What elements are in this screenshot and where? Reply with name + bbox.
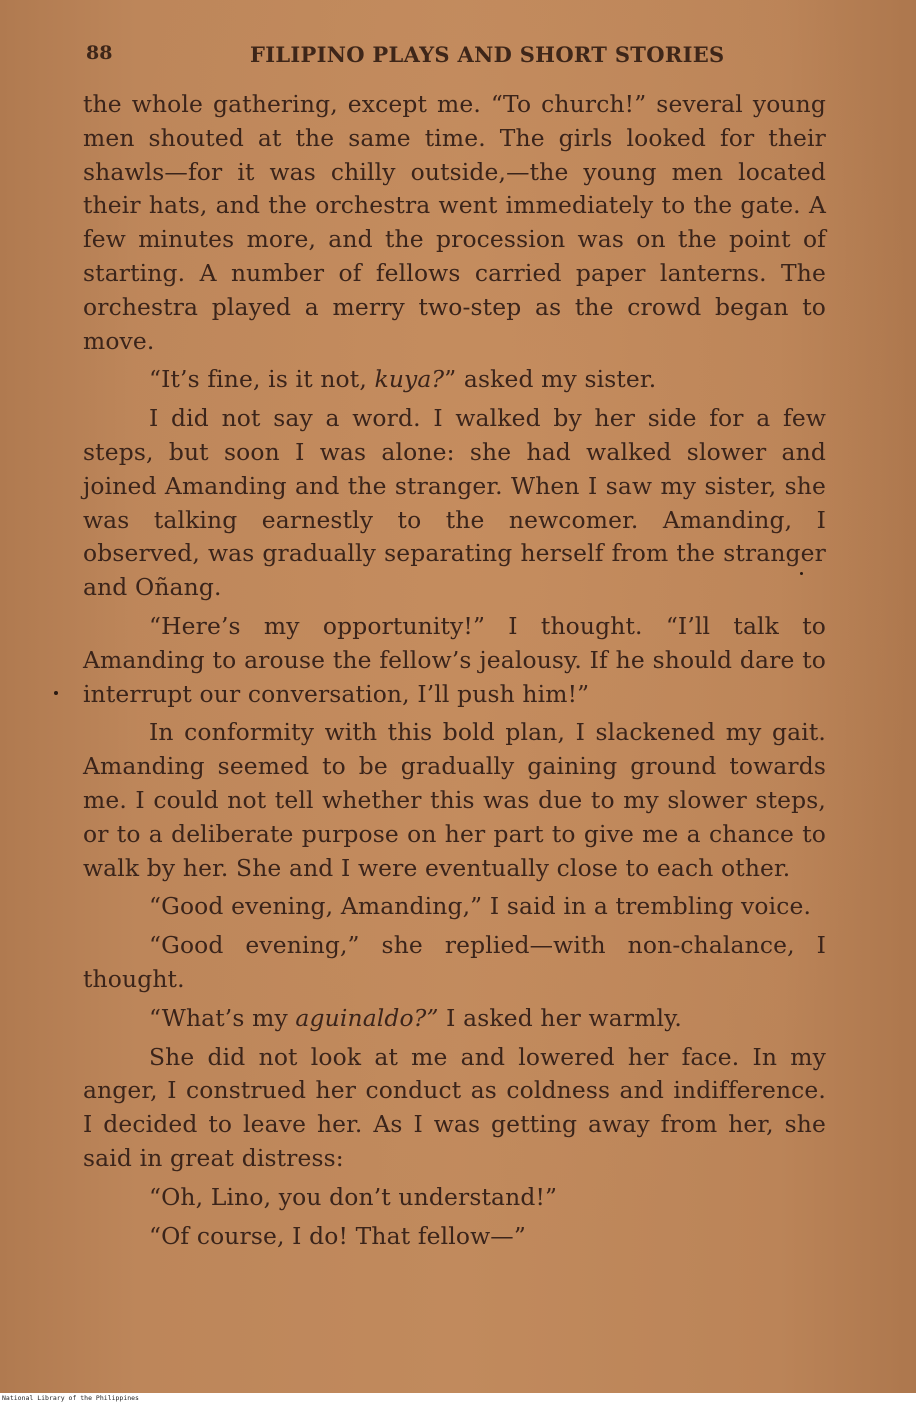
page-header [86, 38, 826, 72]
paragraph [83, 929, 826, 997]
text-segment: “Here’s my opportunity!” I thought. “I’ll talk to Amanding to arouse the fellow’s jealousy. If he should dare to interrupt our conversation, I’ll push him!” [83, 611, 826, 708]
paragraph [83, 1181, 826, 1215]
text-segment: “Of course, I do! That fellow—” [149, 1221, 526, 1250]
paragraph [83, 402, 826, 605]
text-segment: “Good evening, Amanding,” I said in a trembling voice. [149, 892, 812, 921]
text-segment: “Oh, Lino, you don’t understand!” [149, 1182, 558, 1211]
text-segment: “Good evening,” she replied—with non-chalance, I thought. [83, 931, 826, 993]
body-text [83, 88, 826, 1258]
text-segment: I did not say a word. I walked by her side for a few steps, but soon I was alone: she had walked slower and joined Amanding and the stranger. When I saw my sister, she was talking earnestly to the newcomer. Amanding, I observed, was gradually separating herself from the stranger and Oñang. [83, 404, 826, 602]
text-segment: “It’s fine, is it not, [149, 365, 375, 394]
ink-speck [800, 572, 803, 575]
paragraph [83, 716, 826, 885]
paragraph [83, 1041, 826, 1176]
running-head-title: FILIPINO PLAYS AND SHORT STORIES [250, 42, 725, 67]
library-credit: National Library of the Philippines [2, 1394, 139, 1402]
paragraph [83, 363, 826, 397]
paragraph [83, 1220, 826, 1254]
paragraph [83, 88, 826, 358]
text-segment: the whole gathering, except me. “To church!” several young men shouted at the same time. The girls looked for their shawls—for it was chilly outside,—the young men located their hats, and the orchestra went immediately to the gate. A few minutes more, and the procession was on the point of starting. A number of fellows carried paper lanterns. The orchestra played a merry two-step as the crowd began to move. [83, 90, 826, 355]
text-segment: ” asked my sister. [444, 365, 657, 394]
text-segment: She did not look at me and lowered her face. In my anger, I construed her conduct as coldness and indifference. I decided to leave her. As I was getting away from her, she said in great distress: [83, 1042, 826, 1172]
text-segment: I asked her warmly. [438, 1003, 682, 1032]
paragraph [83, 610, 826, 711]
ink-speck [54, 691, 58, 695]
paragraph [83, 890, 826, 924]
italic-text: aguinaldo?” [295, 1003, 439, 1032]
italic-text: kuya? [374, 365, 445, 394]
page-number: 88 [86, 42, 113, 64]
text-segment: In conformity with this bold plan, I slackened my gait. Amanding seemed to be gradually gaining ground towards me. I could not tell whether this was due to my slower steps, or to a deliberate purpose on her part to give me a chance to walk by her. She and I were eventually close to each other. [83, 718, 826, 882]
footer-strip [0, 1393, 916, 1403]
text-segment: “What’s my [149, 1003, 296, 1032]
paragraph [83, 1002, 826, 1036]
